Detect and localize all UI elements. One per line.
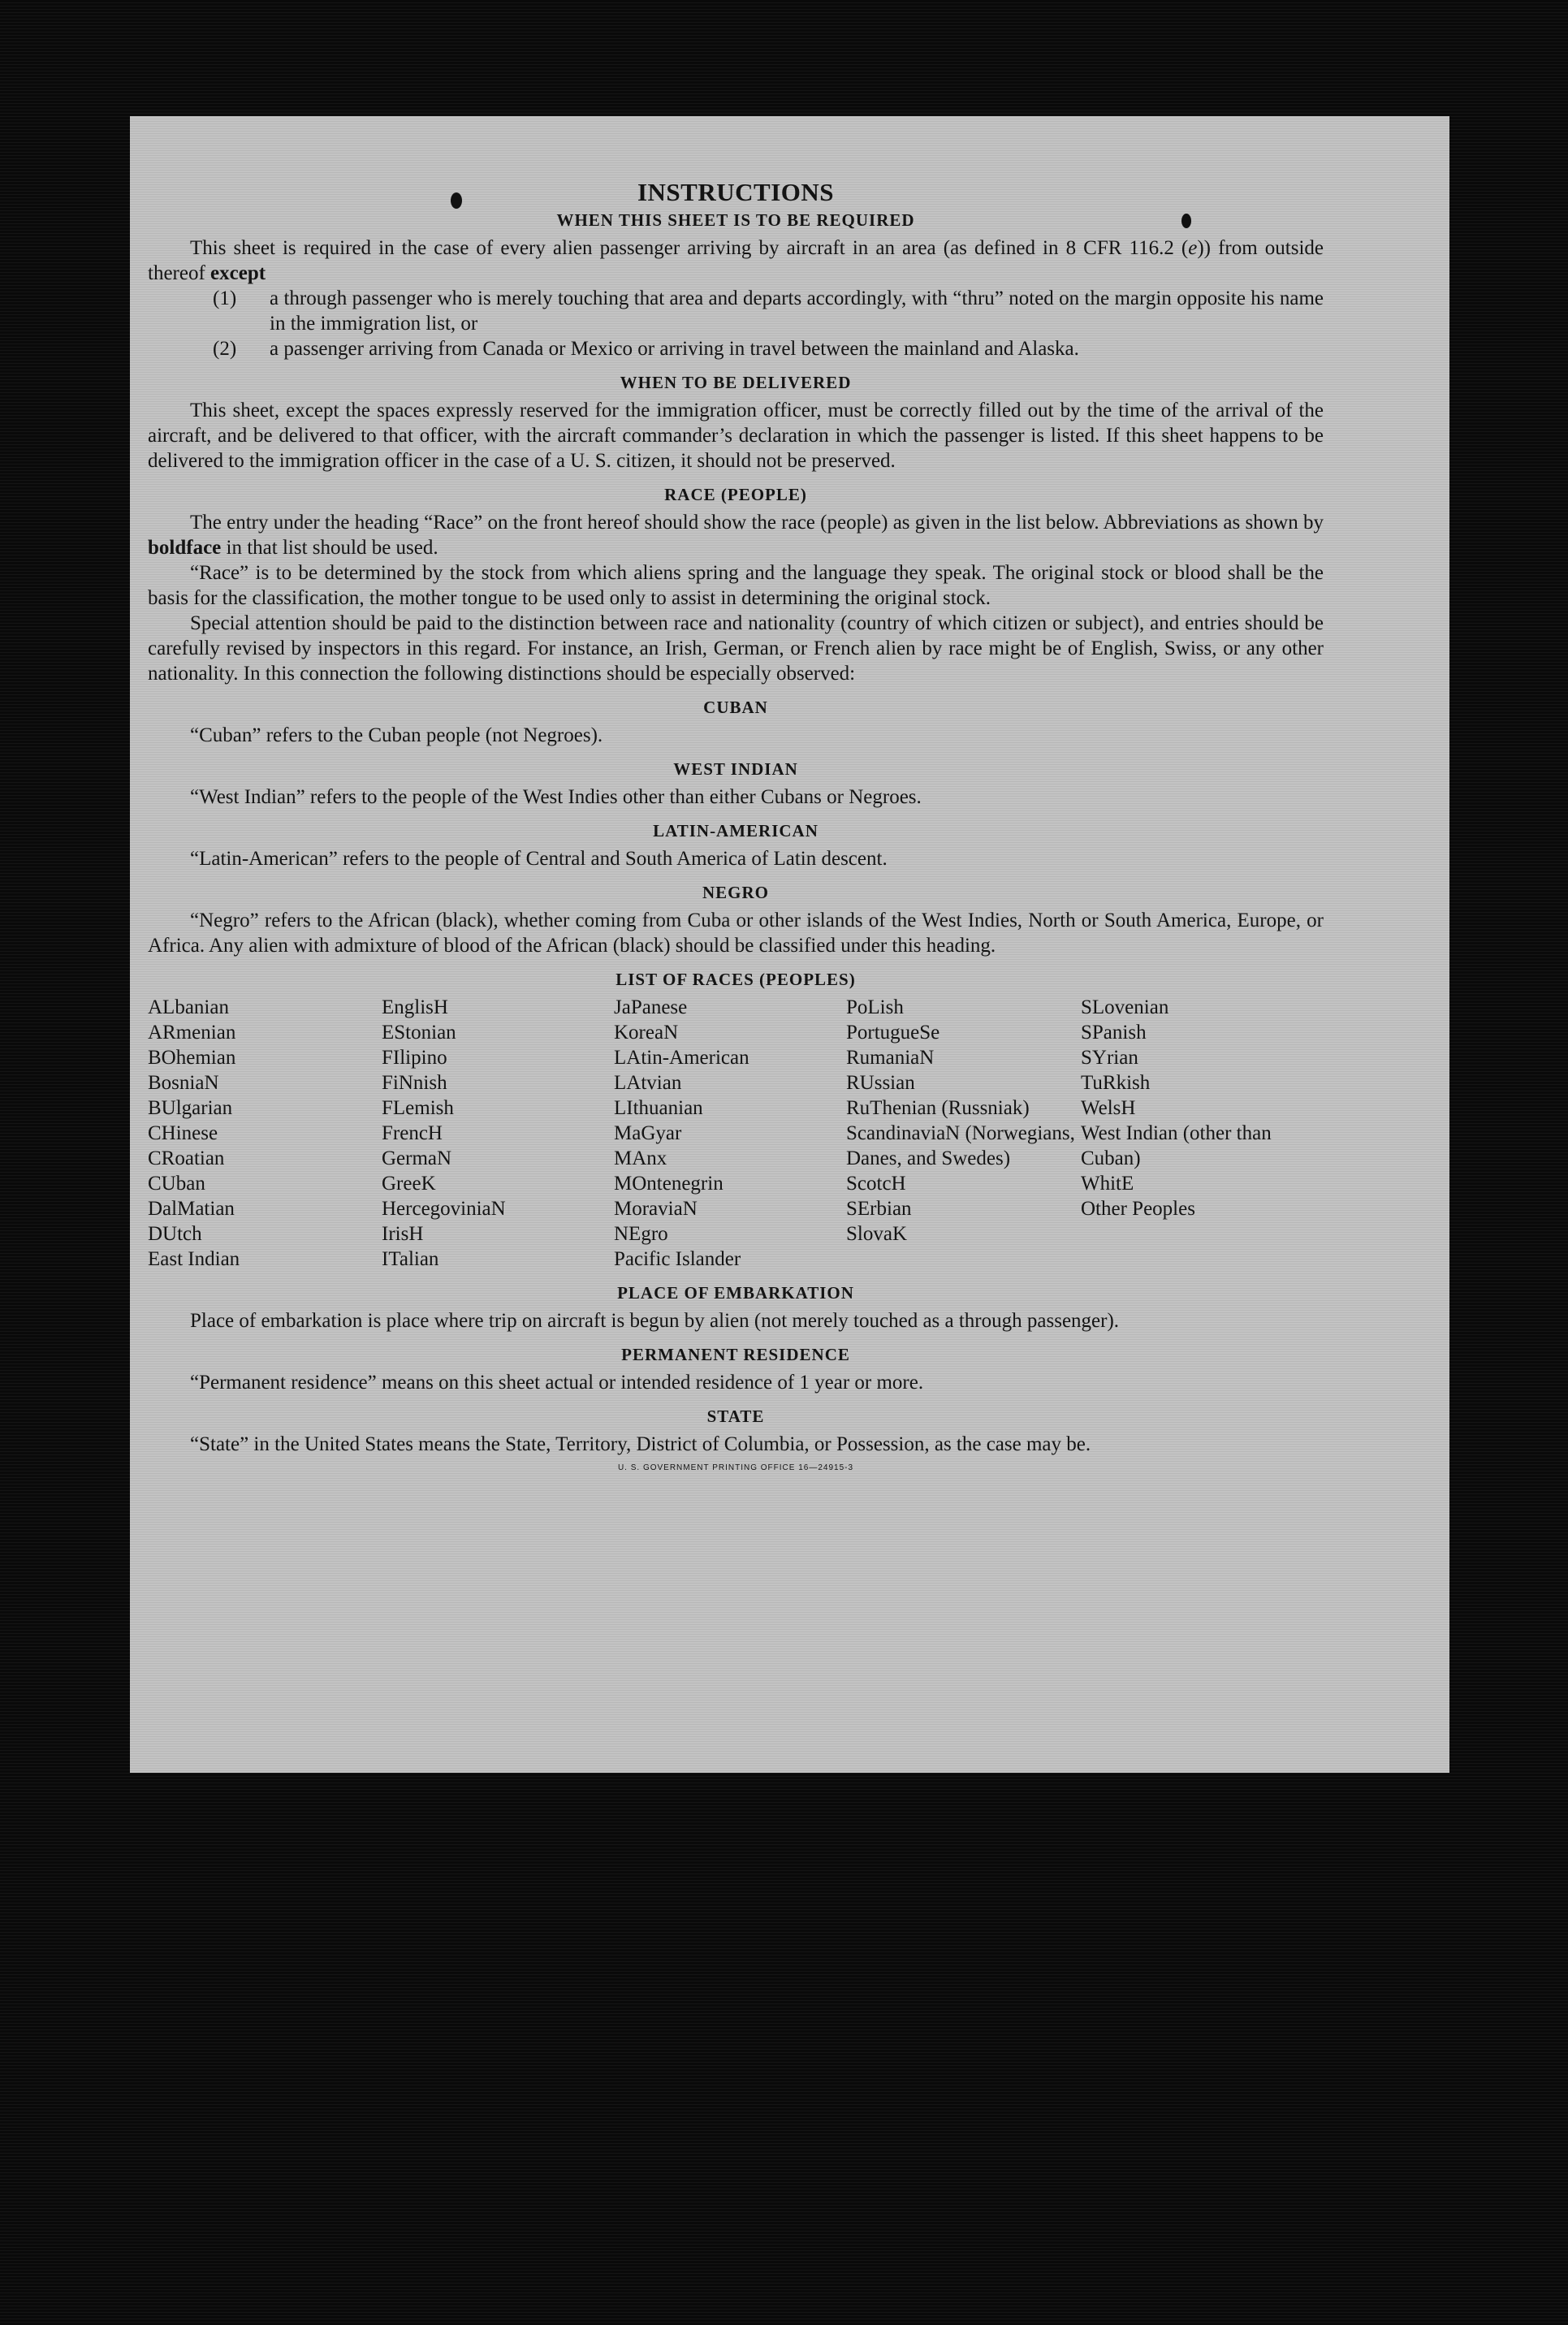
- race-item: SPanish: [1081, 1022, 1147, 1044]
- race-item: RUssian: [846, 1072, 915, 1094]
- residence-text: “Permanent residence” means on this sheet actual or intended residence of 1 year or more.: [190, 1372, 924, 1394]
- section-heading-residence: PERMANENT RESIDENCE: [621, 1345, 850, 1364]
- races-column-2: [382, 995, 614, 1272]
- race-item: MOntenegrin: [614, 1173, 724, 1195]
- race-item: CHinese: [148, 1122, 218, 1144]
- race-item: BOhemian: [148, 1047, 236, 1069]
- race-item: East Indian: [148, 1248, 240, 1270]
- section-heading-embarkation: PLACE OF EMBARKATION: [617, 1283, 854, 1303]
- delivered-text: This sheet, except the spaces expressly reserved for the immigration officer, must be correctly filled out by the time of the arrival of the aircraft, and be delivered to that officer, with the aircraft commander’s declaration in which the passenger is listed. If this sheet happens to be delivered to the immigration officer in the case of a U. S. citizen, it should not be preserved.: [148, 400, 1324, 472]
- embarkation-text: Place of embarkation is place where trip on aircraft is begun by alien (not merely touched as a through passenger).: [190, 1310, 1120, 1332]
- instruction-sheet: [130, 116, 1449, 1773]
- section-heading-latin-american: LATIN-AMERICAN: [653, 821, 819, 841]
- race-item: TuRkish: [1081, 1072, 1151, 1094]
- races-column-1: [148, 995, 382, 1272]
- exception-item-2: (2) a passenger arriving from Canada or Mexico or arriving in travel between the mainland and Alaska.: [213, 338, 1079, 360]
- race-item: MaGyar: [614, 1122, 682, 1144]
- race-item: FLemish: [382, 1097, 454, 1119]
- race-item: PortugueSe: [846, 1022, 940, 1044]
- race-item: EnglisH: [382, 996, 448, 1018]
- race-item: JaPanese: [614, 996, 688, 1018]
- race-item: RuThenian (Russniak): [846, 1097, 1030, 1119]
- race-paragraph-3: Special attention should be paid to the distinction between race and nationality (country of which citizen or subject), and entries should be carefully revised by inspectors in this regard. For instance, an Irish, German, or French alien by race might be of English, Swiss, or any other nationality. In this connection the following distinctions should be especially observed:: [148, 612, 1324, 685]
- race-item: ITalian: [382, 1248, 439, 1270]
- race-item: ALbanian: [148, 996, 229, 1018]
- race-item: WhitE: [1081, 1173, 1134, 1195]
- race-item: PoLish: [846, 996, 904, 1018]
- races-list: [148, 995, 1324, 1272]
- race-item: WelsH: [1081, 1097, 1136, 1119]
- race-item: Other Peoples: [1081, 1198, 1195, 1220]
- required-intro: This sheet is required in the case of every alien passenger arriving by aircraft in an area (as defined in 8 CFR 116.2 (e)) from outside thereof except: [148, 237, 1324, 284]
- race-paragraph-1: The entry under the heading “Race” on the front hereof should show the race (people) as given in the list below. Abbreviations as shown by boldface in that list should be used.: [148, 512, 1324, 559]
- race-item: FIlipino: [382, 1047, 447, 1069]
- race-item: CUban: [148, 1173, 205, 1195]
- race-item: SErbian: [846, 1198, 912, 1220]
- race-item: NEgro: [614, 1223, 668, 1245]
- exception-item-1: (1) a through passenger who is merely touching that area and departs accordingly, with “thru” noted on the margin opposite his name in the immigration list, or: [213, 287, 1324, 335]
- race-item: ScandinaviaN (Norwegians, Danes, and Swedes): [846, 1122, 1075, 1169]
- race-item: FiNnish: [382, 1072, 447, 1094]
- section-heading-negro: NEGRO: [702, 883, 769, 902]
- cuban-text: “Cuban” refers to the Cuban people (not Negroes).: [190, 724, 603, 746]
- west-indian-text: “West Indian” refers to the people of the West Indies other than either Cubans or Negroes.: [190, 786, 922, 808]
- races-column-4: [846, 995, 1081, 1272]
- negro-text: “Negro” refers to the African (black), whether coming from Cuba or other islands of the West Indies, North or South America, Europe, or Africa. Any alien with admixture of blood of the African (black) should be classified under this heading.: [148, 910, 1324, 957]
- section-heading-cuban: CUBAN: [703, 698, 768, 717]
- race-item: CRoatian: [148, 1147, 225, 1169]
- state-text: “State” in the United States means the State, Territory, District of Columbia, or Possession, as the case may be.: [190, 1433, 1091, 1455]
- race-item: Pacific Islander: [614, 1248, 741, 1270]
- section-heading-state: STATE: [706, 1407, 765, 1426]
- race-item: SLovenian: [1081, 996, 1169, 1018]
- race-item: HercegoviniaN: [382, 1198, 506, 1220]
- race-item: BUlgarian: [148, 1097, 233, 1119]
- race-item: DalMatian: [148, 1198, 235, 1220]
- race-item: BosniaN: [148, 1072, 219, 1094]
- race-item: MoraviaN: [614, 1198, 698, 1220]
- race-item: LIthuanian: [614, 1097, 703, 1119]
- race-item: LAtvian: [614, 1072, 682, 1094]
- races-column-3: [614, 995, 846, 1272]
- section-heading-delivered: WHEN TO BE DELIVERED: [620, 373, 852, 392]
- section-heading-required: WHEN THIS SHEET IS TO BE REQUIRED: [556, 210, 915, 230]
- race-item: IrisH: [382, 1223, 424, 1245]
- race-item: MAnx: [614, 1147, 667, 1169]
- document-body: [148, 178, 1324, 1472]
- race-item: RumaniaN: [846, 1047, 935, 1069]
- race-item: KoreaN: [614, 1022, 679, 1044]
- race-item: West Indian (other than Cuban): [1081, 1122, 1272, 1169]
- race-item: EStonian: [382, 1022, 456, 1044]
- race-item: ScotcH: [846, 1173, 906, 1195]
- section-heading-race: RACE (PEOPLE): [664, 485, 807, 504]
- races-column-5: [1081, 995, 1320, 1272]
- section-heading-west-indian: WEST INDIAN: [673, 759, 798, 779]
- latin-american-text: “Latin-American” refers to the people of Central and South America of Latin descent.: [190, 848, 888, 870]
- printer-imprint: U. S. GOVERNMENT PRINTING OFFICE 16—24915-3: [617, 1463, 854, 1472]
- race-item: DUtch: [148, 1223, 202, 1245]
- section-heading-races-list: LIST OF RACES (PEOPLES): [616, 970, 856, 989]
- race-item: ARmenian: [148, 1022, 236, 1044]
- race-item: GermaN: [382, 1147, 452, 1169]
- race-item: SYrian: [1081, 1047, 1138, 1069]
- race-paragraph-2: “Race” is to be determined by the stock from which aliens spring and the language they speak. The original stock or blood shall be the basis for the classification, the mother tongue to be used only to assist in determining the original stock.: [148, 562, 1324, 609]
- race-item: LAtin-American: [614, 1047, 749, 1069]
- race-item: GreeK: [382, 1173, 436, 1195]
- page-title: INSTRUCTIONS: [637, 178, 834, 206]
- race-item: FrencH: [382, 1122, 443, 1144]
- race-item: SlovaK: [846, 1223, 907, 1245]
